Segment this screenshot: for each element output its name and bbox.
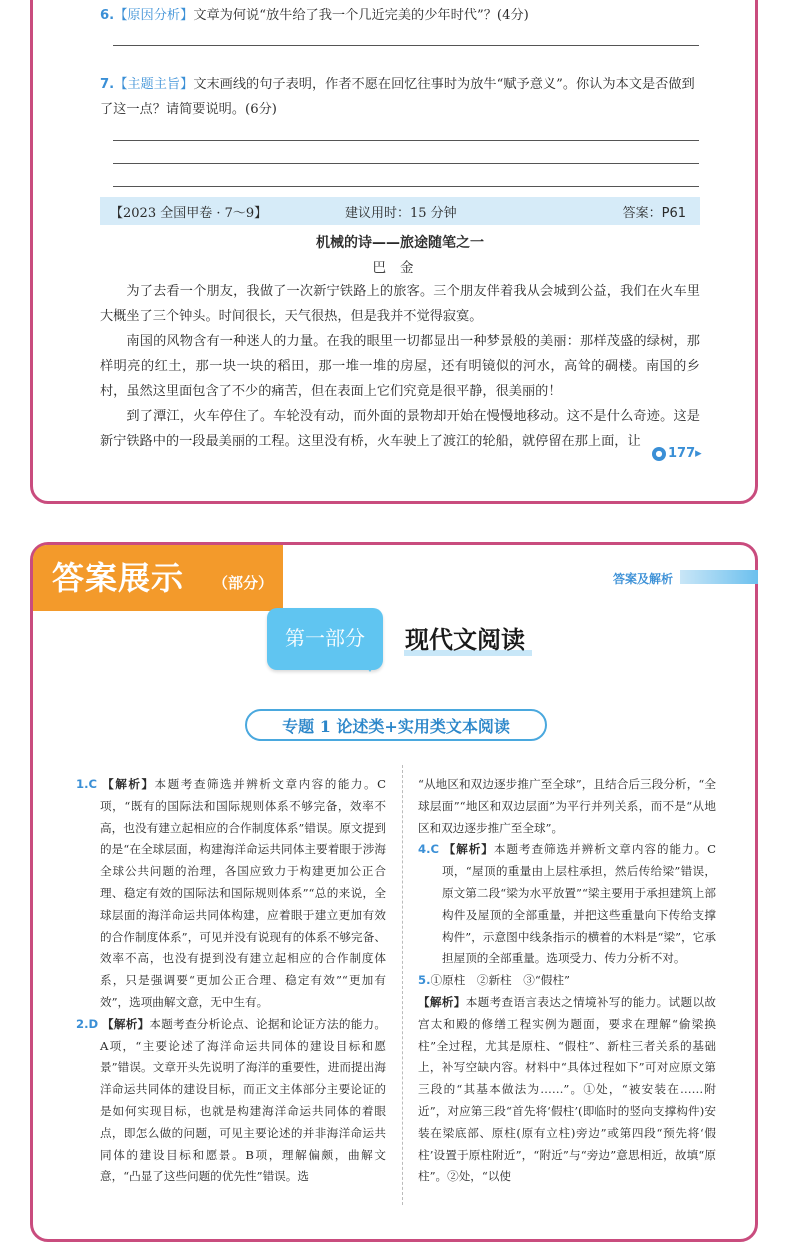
source-label: 【2023 全国甲卷 · 7～9】	[110, 206, 268, 221]
answer-number: 1.C	[76, 777, 97, 791]
answer-text: 本题考查分析论点、论据和论证方法的能力。A项，“主要论述了海洋命运共同体的建设目标和愿景”错误。文章开头先说明了海洋的重要性，进而提出海洋命运共同体的建设目标，而正文主体部分主要论证的是如何实现目标，也就是构建海洋命运共同体的着眼点，即怎么做的问题，可见主要论述的并非海洋命运共同体的建设目标和愿景。B项，理解偏颇，曲解文意，“凸显了这些问题的优先性”错误。选	[100, 1016, 386, 1184]
answer-text: 本题考查语言表达之情境补写的能力。试题以故宫太和殿的修缮工程实例为题面，要求在理解“偷梁换柱”全过程，尤其是原柱、“假柱”、新柱三者关系的基础上，补写空缺内容。材料中“具体过程如下”可对应原文第三段的“其基本做法为……”。①处，“被安装在……附近”，对应第三段“首先将‘假柱’(即临时的竖向支撑构件)安装在梁底部、原柱(原有立柱)旁边”或第四段“预先将‘假柱’设置于原柱附近”，“附近”与“旁边”意思相近，故填“原柱”。②处，“以使	[418, 994, 716, 1184]
article-paragraph: 为了去看一个朋友，我做了一次新宁铁路上的旅客。三个朋友伴着我从会城到公益，我们在火车里大概坐了三个钟头。时间很长，天气很热，但是我并不觉得寂寞。	[100, 284, 700, 324]
answer-item	[408, 839, 716, 970]
answers-left-column	[76, 774, 386, 1188]
answer-line	[113, 163, 699, 164]
question-number: 7.	[100, 77, 115, 92]
question-text: 文末画线的句子表明，作者不愿在回忆往事时为放牛“赋予意义”。你认为本文是否做到了这一点？请简要说明。(6分)	[100, 77, 695, 117]
answer-number: 5.	[418, 973, 431, 988]
question-text: 文章为何说“放牛给了我一个几近完美的少年时代”？(4分)	[193, 8, 529, 23]
page-number	[652, 446, 702, 461]
answers-right-column	[408, 774, 716, 1188]
article-paragraph: 南国的风物含有一种迷人的力量。在我的眼里一切都显出一种梦景般的美丽：那样茂盛的绿树，那样明亮的红土，那一块一块的稻田，那一堆一堆的房屋，还有明镜似的河水，高耸的碉楼。南国的乡村，虽然这里面包含了不少的痛苦，但在表面上它们究竟是很平静，很美丽的！	[100, 334, 700, 399]
analysis-tag: 【解析】	[102, 777, 155, 791]
answer-subtitle: （部分）	[213, 574, 274, 592]
question-number: 6.	[100, 8, 115, 23]
question-tag: 【原因分析】	[114, 8, 194, 23]
answer-item	[408, 992, 716, 1188]
page-marker-icon: ●	[652, 447, 666, 461]
analysis-tag: 【解析】	[418, 994, 466, 1009]
info-bar	[100, 197, 700, 225]
page-number-value: 177	[668, 446, 696, 461]
article-author: 巴金	[372, 260, 428, 276]
part-label: 第一部分	[285, 626, 365, 650]
section-title: 现代文阅读	[405, 626, 525, 654]
answer-item	[76, 1014, 386, 1188]
part-badge-tail	[360, 658, 380, 672]
topic-label: 专题 1 论述类+实用类文本阅读	[282, 717, 510, 736]
answer-text: “从地区和双边逐步推广至全球”，且结合后三段分析，“全球层面”“地区和双边层面”为平行并列关系，而不是“从地区和双边逐步推广至全球”。	[418, 777, 716, 835]
question-tag: 【主题主旨】	[114, 77, 194, 92]
analysis-tag: 【解析】	[102, 1016, 150, 1031]
answer-text: 本题考查筛选并辨析文章内容的能力。C项，“屋顶的重量由上层柱承担，然后传给梁”错误，原文第二段“梁为水平放置”“梁主要用于承担建筑上部构件及屋顶的全部重量，并把这些重量向下传给支撑构件”，示意图中线条指示的横着的木料是“梁”，它承担屋顶的全部重量。选项受力、传力分析不对。	[442, 842, 716, 966]
column-divider	[402, 765, 403, 1205]
analysis-tag: 【解析】	[443, 842, 494, 857]
answer-item	[408, 970, 716, 992]
answer-continuation	[408, 774, 716, 839]
answer-line	[113, 186, 699, 187]
answer-line	[113, 140, 699, 141]
article-body	[100, 279, 700, 454]
question-7	[100, 72, 700, 122]
article-paragraph: 到了潭江，火车停住了。车轮没有动，而外面的景物却开始在慢慢地移动。这不是什么奇迹。这是新宁铁路中的一段最美丽的工程。这里没有桥，火车驶上了渡江的轮船，就停留在那上面，让	[100, 409, 700, 449]
answer-title: 答案展示	[52, 559, 185, 597]
suggested-time: 建议用时：15 分钟	[345, 206, 457, 221]
article-title: 机械的诗——旅途随笔之一	[316, 235, 484, 251]
analysis-bar	[680, 570, 758, 584]
question-6	[100, 3, 700, 28]
answer-text: 本题考查筛选并辨析文章内容的能力。C项，“既有的国际法和国际规则体系不够完备，效率不高，也没有建立起相应的合作制度体系”错误。原文提到的是“在全球层面，构建海洋命运共同体主要着眼于涉海全球公共问题的治理，各国应致力于构建更加公正合理、稳定有效的国际法和国际规则体系”“总的来说，全球层面的海洋命运共同体构建，应着眼于建立更加有效的合作制度体系”，可见并没有说现有的体系不够完备、效率不高，也没有提到没有建立起相应的合作制度体系，只是强调要“更加公正合理、稳定有效”“更加有效”，选项曲解文意，无中生有。	[100, 777, 386, 1009]
analysis-label: 答案及解析	[613, 572, 674, 586]
answer-text: ①原柱 ②新柱 ③“假柱”	[430, 973, 570, 988]
answer-line	[113, 45, 699, 46]
answer-number: 2.D	[76, 1016, 99, 1031]
arrow-right-icon: ▸	[695, 446, 702, 461]
answer-number: 4.C	[418, 842, 439, 857]
answer-page-ref: 答案：P61	[622, 206, 686, 221]
answer-item	[76, 774, 386, 1014]
